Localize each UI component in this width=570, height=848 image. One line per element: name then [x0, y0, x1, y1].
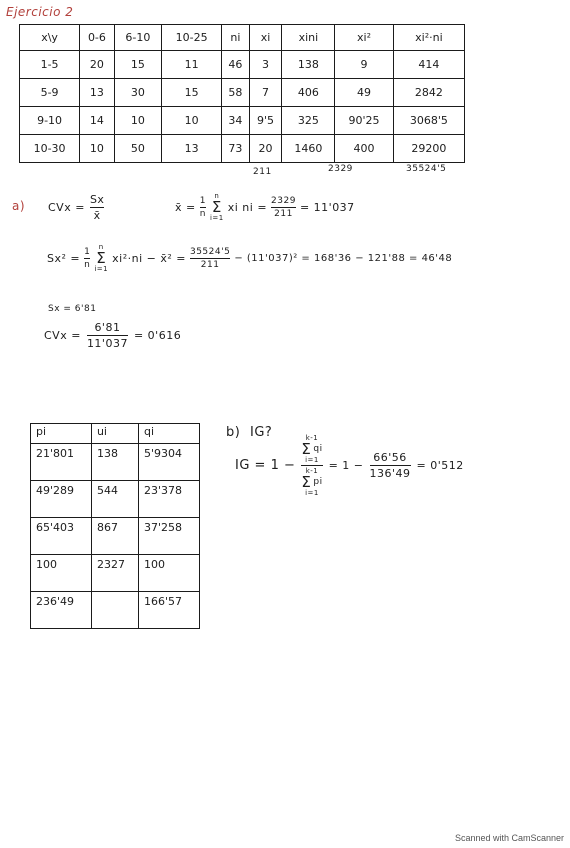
- table-row: [20, 135, 465, 163]
- cvx-denominator: 11'037: [86, 337, 128, 350]
- gini-mid: = 1 −: [328, 459, 364, 472]
- cvx-lhs: CVx =: [44, 329, 81, 342]
- sum-upper: k-1: [305, 467, 319, 475]
- table-cell: 20: [249, 135, 282, 163]
- cvx-fraction: [87, 321, 128, 350]
- table-row: [31, 444, 200, 481]
- sum-upper: k-1: [305, 434, 319, 442]
- mean-formula: [175, 192, 355, 222]
- cv-numerator: Sx: [89, 193, 105, 206]
- gini-value-fraction: [370, 451, 411, 480]
- table-row: [31, 555, 200, 592]
- part-a-label: a): [12, 199, 26, 213]
- variance-lhs: Sx² =: [47, 251, 81, 265]
- mean-denominator: 211: [274, 208, 293, 219]
- table-cell: 10: [114, 107, 161, 135]
- fraction-bar: [301, 465, 322, 466]
- fraction-bar: [370, 465, 411, 466]
- table-cell: 3: [249, 51, 282, 79]
- sum-lower: i=1: [305, 456, 319, 464]
- table-cell: 1-5: [20, 51, 80, 79]
- sigma-icon: Σ: [301, 440, 312, 458]
- header-cell: xi²: [335, 25, 393, 51]
- scanner-watermark: Scanned with CamScanner: [454, 833, 564, 843]
- sx-line: Sx = 6'81: [48, 304, 97, 314]
- variance-term: xi²·ni − x̄² =: [112, 251, 186, 265]
- fraction-bar: [84, 258, 90, 259]
- cvx-numerator: 6'81: [94, 321, 121, 334]
- variance-formula: [47, 243, 452, 273]
- table-cell: 46: [222, 51, 249, 79]
- cv-formula: [48, 193, 104, 222]
- header-cell: pi: [31, 424, 92, 444]
- mean-result: = 11'037: [299, 200, 355, 214]
- sum-upper: n: [98, 243, 104, 251]
- table-row: [31, 518, 200, 555]
- table-cell: 15: [162, 79, 222, 107]
- table-cell: 138: [91, 444, 138, 481]
- one-over-n: [84, 247, 90, 270]
- variance-numerator: 35524'5: [189, 246, 231, 257]
- cv-fraction: [90, 193, 105, 222]
- denominator-summation: [301, 467, 322, 497]
- header-cell: xi: [249, 25, 282, 51]
- table-row: [20, 79, 465, 107]
- table-row: [20, 51, 465, 79]
- table-cell: 15: [114, 51, 161, 79]
- table-row: [20, 107, 465, 135]
- header-cell: x\y: [20, 25, 80, 51]
- table-cell: 9-10: [20, 107, 80, 135]
- header-cell: xi²·ni: [393, 25, 464, 51]
- table-cell: 406: [282, 79, 335, 107]
- table-cell: 10-30: [20, 135, 80, 163]
- fraction-bar: [200, 207, 206, 208]
- table-cell: 34: [222, 107, 249, 135]
- exercise-title: Ejercicio 2: [6, 5, 74, 19]
- table-cell: 30: [114, 79, 161, 107]
- cv-lhs: CVx =: [48, 201, 85, 214]
- one-over-n: [200, 196, 206, 219]
- denominator-sum-body: [301, 475, 322, 489]
- table-cell: 100: [139, 555, 200, 592]
- table-cell: 10: [162, 107, 222, 135]
- part-b-label: b): [226, 425, 241, 440]
- one: 1: [84, 246, 91, 257]
- table-cell: 7: [249, 79, 282, 107]
- table-cell: 400: [335, 135, 393, 163]
- variance-result: − (11'037)² = 168'36 − 121'88 = 46'48: [234, 252, 453, 264]
- total-ni: 211: [253, 167, 272, 177]
- table-cell: 9'5: [249, 107, 282, 135]
- table-cell: 10: [80, 135, 115, 163]
- table-cell: 5-9: [20, 79, 80, 107]
- variance-fraction: [190, 247, 230, 270]
- table-row: [31, 481, 200, 518]
- sigma-icon: Σ: [301, 473, 312, 491]
- gini-sum-fraction: [301, 434, 322, 497]
- mean-lhs: x̄ =: [175, 200, 196, 214]
- table-cell: 166'57: [139, 592, 200, 629]
- cv-denominator: x̄: [93, 209, 101, 222]
- gini-result: = 0'512: [416, 459, 464, 472]
- table-cell: 29200: [393, 135, 464, 163]
- mean-numerator: 2329: [271, 195, 296, 206]
- total-xi2ni: 35524'5: [406, 164, 447, 174]
- header-cell: qi: [139, 424, 200, 444]
- gini-numerator: 66'56: [373, 451, 407, 464]
- cvx-result: = 0'616: [133, 329, 182, 342]
- header-cell: xini: [282, 25, 335, 51]
- table-cell: 867: [91, 518, 138, 555]
- table-cell: 21'801: [31, 444, 92, 481]
- table-cell: 325: [282, 107, 335, 135]
- mean-term: xi ni =: [227, 200, 268, 214]
- table-cell: 14: [80, 107, 115, 135]
- numerator-sum-term: qi: [313, 444, 323, 454]
- header-cell: ni: [222, 25, 249, 51]
- table-cell: 138: [282, 51, 335, 79]
- numerator-summation: [301, 434, 322, 464]
- sum-lower: i=1: [305, 489, 319, 497]
- sum-upper: n: [214, 192, 220, 200]
- table-cell: 100: [31, 555, 92, 592]
- table-cell: 414: [393, 51, 464, 79]
- table-cell: 13: [162, 135, 222, 163]
- table-cell: 20: [80, 51, 115, 79]
- table-cell: 13: [80, 79, 115, 107]
- mean-fraction: [271, 196, 296, 219]
- table-cell: 23'378: [139, 481, 200, 518]
- ig-question: IG?: [250, 425, 273, 440]
- fraction-bar: [90, 207, 105, 208]
- denominator-sum-term: pi: [313, 477, 323, 487]
- table-row: [31, 592, 200, 629]
- table-cell: 544: [91, 481, 138, 518]
- header-cell: ui: [91, 424, 138, 444]
- table-cell: 3068'5: [393, 107, 464, 135]
- gini-formula: [235, 434, 464, 497]
- table-cell: 5'9304: [139, 444, 200, 481]
- summation: [94, 243, 108, 273]
- total-xini: 2329: [328, 164, 353, 174]
- lorenz-table: [30, 423, 200, 629]
- table-cell: [91, 592, 138, 629]
- table-cell: 236'49: [31, 592, 92, 629]
- table-cell: 2842: [393, 79, 464, 107]
- ig-lhs: IG = 1 −: [235, 458, 296, 473]
- cvx-formula: [44, 321, 181, 350]
- gini-denominator: 136'49: [369, 467, 411, 480]
- table-header-row: [31, 424, 200, 444]
- sum-lower: i=1: [94, 265, 109, 273]
- table-cell: 73: [222, 135, 249, 163]
- table-cell: 49'289: [31, 481, 92, 518]
- sigma-icon: Σ: [96, 249, 107, 267]
- table-cell: 11: [162, 51, 222, 79]
- frequency-table: [19, 24, 465, 163]
- fraction-bar: [271, 207, 296, 208]
- numerator-sum-body: [301, 442, 322, 456]
- table-cell: 49: [335, 79, 393, 107]
- sum-lower: i=1: [209, 214, 224, 222]
- table-header-row: [20, 25, 465, 51]
- table-cell: 9: [335, 51, 393, 79]
- fraction-bar: [190, 258, 230, 259]
- n: n: [84, 259, 91, 270]
- table-cell: 37'258: [139, 518, 200, 555]
- header-cell: 10-25: [162, 25, 222, 51]
- summation: [210, 192, 224, 222]
- table-cell: 90'25: [335, 107, 393, 135]
- table-cell: 58: [222, 79, 249, 107]
- sigma-icon: Σ: [211, 198, 222, 216]
- table-cell: 1460: [282, 135, 335, 163]
- variance-denominator: 211: [200, 259, 220, 270]
- table-cell: 2327: [91, 555, 138, 592]
- table-cell: 50: [114, 135, 161, 163]
- n: n: [199, 208, 206, 219]
- fraction-bar: [87, 335, 128, 336]
- header-cell: 6-10: [114, 25, 161, 51]
- table-cell: 65'403: [31, 518, 92, 555]
- one: 1: [199, 195, 206, 206]
- header-cell: 0-6: [80, 25, 115, 51]
